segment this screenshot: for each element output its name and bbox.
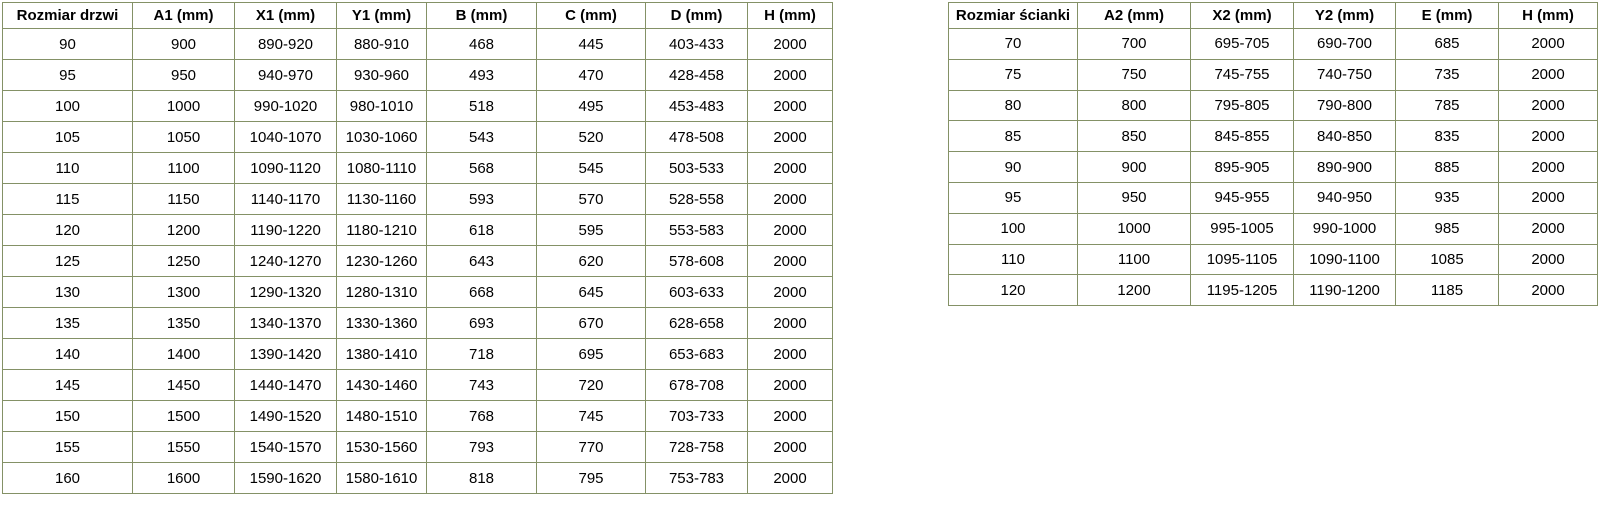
table-cell: 100 [3, 91, 133, 122]
table-cell: 768 [427, 401, 537, 432]
table-cell: 518 [427, 91, 537, 122]
table-cell: 930-960 [337, 60, 427, 91]
table-cell: 890-920 [235, 29, 337, 60]
table-row [3, 339, 833, 370]
table-cell: 840-850 [1294, 121, 1396, 152]
table-cell: 618 [427, 215, 537, 246]
table-cell: 105 [3, 122, 133, 153]
table-cell: 700 [1078, 29, 1191, 60]
column-header: E (mm) [1396, 3, 1499, 29]
table-cell: 895-905 [1191, 152, 1294, 183]
table-cell: 935 [1396, 182, 1499, 213]
table-cell: 793 [427, 432, 537, 463]
table-cell: 1085 [1396, 244, 1499, 275]
table-cell: 743 [427, 370, 537, 401]
table-cell: 1500 [133, 401, 235, 432]
table-cell: 1200 [133, 215, 235, 246]
table-cell: 795-805 [1191, 90, 1294, 121]
table-cell: 885 [1396, 152, 1499, 183]
table-row [949, 275, 1598, 306]
table-cell: 1250 [133, 246, 235, 277]
column-header: Rozmiar drzwi [3, 3, 133, 29]
table-row [3, 463, 833, 494]
table-cell: 693 [427, 308, 537, 339]
table-row [3, 401, 833, 432]
table-cell: 720 [537, 370, 646, 401]
table-cell: 520 [537, 122, 646, 153]
table-cell: 1040-1070 [235, 122, 337, 153]
table-cell: 653-683 [646, 339, 748, 370]
table-row [3, 277, 833, 308]
table-cell: 95 [3, 60, 133, 91]
table-cell: 990-1000 [1294, 213, 1396, 244]
table-row [3, 184, 833, 215]
table-cell: 125 [3, 246, 133, 277]
table-cell: 945-955 [1191, 182, 1294, 213]
table-cell: 745 [537, 401, 646, 432]
table-cell: 678-708 [646, 370, 748, 401]
table-row [949, 59, 1598, 90]
table-cell: 2000 [748, 91, 833, 122]
table-row [949, 121, 1598, 152]
table-cell: 670 [537, 308, 646, 339]
table-cell: 80 [949, 90, 1078, 121]
table-cell: 845-855 [1191, 121, 1294, 152]
table-cell: 1550 [133, 432, 235, 463]
table-cell: 753-783 [646, 463, 748, 494]
table-cell: 1580-1610 [337, 463, 427, 494]
table-cell: 620 [537, 246, 646, 277]
table-cell: 1330-1360 [337, 308, 427, 339]
table-cell: 940-970 [235, 60, 337, 91]
table-cell: 2000 [748, 122, 833, 153]
table-cell: 453-483 [646, 91, 748, 122]
table-cell: 90 [949, 152, 1078, 183]
table-cell: 2000 [748, 463, 833, 494]
table-cell: 790-800 [1294, 90, 1396, 121]
table-cell: 990-1020 [235, 91, 337, 122]
table-cell: 1140-1170 [235, 184, 337, 215]
table-cell: 570 [537, 184, 646, 215]
table-cell: 75 [949, 59, 1078, 90]
table-cell: 1150 [133, 184, 235, 215]
table-cell: 645 [537, 277, 646, 308]
table-row [3, 122, 833, 153]
column-header: H (mm) [1499, 3, 1598, 29]
table-cell: 595 [537, 215, 646, 246]
table-cell: 1130-1160 [337, 184, 427, 215]
table-cell: 1200 [1078, 275, 1191, 306]
table-cell: 528-558 [646, 184, 748, 215]
table-cell: 495 [537, 91, 646, 122]
table-cell: 628-658 [646, 308, 748, 339]
table-cell: 1100 [1078, 244, 1191, 275]
table-row [3, 29, 833, 60]
column-header: A1 (mm) [133, 3, 235, 29]
table-cell: 1280-1310 [337, 277, 427, 308]
table-cell: 850 [1078, 121, 1191, 152]
table-row [949, 213, 1598, 244]
wall-size-table [948, 2, 1598, 306]
table-cell: 478-508 [646, 122, 748, 153]
table-cell: 980-1010 [337, 91, 427, 122]
table-cell: 685 [1396, 29, 1499, 60]
table-cell: 985 [1396, 213, 1499, 244]
table-cell: 1340-1370 [235, 308, 337, 339]
table-cell: 1050 [133, 122, 235, 153]
table-cell: 2000 [1499, 213, 1598, 244]
table-cell: 818 [427, 463, 537, 494]
table-cell: 145 [3, 370, 133, 401]
table-cell: 900 [1078, 152, 1191, 183]
table-cell: 1400 [133, 339, 235, 370]
table-cell: 1080-1110 [337, 153, 427, 184]
column-header: Y1 (mm) [337, 3, 427, 29]
table-cell: 900 [133, 29, 235, 60]
table-cell: 785 [1396, 90, 1499, 121]
table-cell: 150 [3, 401, 133, 432]
table-cell: 695 [537, 339, 646, 370]
table-cell: 770 [537, 432, 646, 463]
table-cell: 2000 [1499, 90, 1598, 121]
table-cell: 1090-1120 [235, 153, 337, 184]
table-row [3, 432, 833, 463]
table-row [3, 246, 833, 277]
table-cell: 95 [949, 182, 1078, 213]
table-cell: 160 [3, 463, 133, 494]
table-row [949, 29, 1598, 60]
header-row [3, 3, 833, 29]
table-cell: 2000 [1499, 275, 1598, 306]
table-cell: 1490-1520 [235, 401, 337, 432]
table-cell: 1590-1620 [235, 463, 337, 494]
table-cell: 690-700 [1294, 29, 1396, 60]
table-cell: 1480-1510 [337, 401, 427, 432]
table-cell: 800 [1078, 90, 1191, 121]
table-cell: 1290-1320 [235, 277, 337, 308]
table-cell: 545 [537, 153, 646, 184]
table-row [949, 152, 1598, 183]
table-cell: 740-750 [1294, 59, 1396, 90]
table-cell: 1000 [133, 91, 235, 122]
table-cell: 2000 [748, 184, 833, 215]
table-cell: 2000 [1499, 182, 1598, 213]
table-cell: 1450 [133, 370, 235, 401]
table-cell: 703-733 [646, 401, 748, 432]
table-cell: 695-705 [1191, 29, 1294, 60]
table-cell: 470 [537, 60, 646, 91]
table-cell: 2000 [748, 29, 833, 60]
column-header: X1 (mm) [235, 3, 337, 29]
table-cell: 880-910 [337, 29, 427, 60]
table-cell: 100 [949, 213, 1078, 244]
table-cell: 120 [949, 275, 1078, 306]
table-cell: 110 [3, 153, 133, 184]
table-cell: 643 [427, 246, 537, 277]
table-cell: 2000 [1499, 29, 1598, 60]
table-row [3, 91, 833, 122]
table-cell: 745-755 [1191, 59, 1294, 90]
table-row [3, 153, 833, 184]
table-cell: 468 [427, 29, 537, 60]
table-cell: 120 [3, 215, 133, 246]
column-header: B (mm) [427, 3, 537, 29]
table-cell: 2000 [1499, 244, 1598, 275]
table-cell: 728-758 [646, 432, 748, 463]
table-cell: 735 [1396, 59, 1499, 90]
column-header: H (mm) [748, 3, 833, 29]
header-row [949, 3, 1598, 29]
table-cell: 1440-1470 [235, 370, 337, 401]
table-cell: 135 [3, 308, 133, 339]
table-cell: 568 [427, 153, 537, 184]
table-cell: 603-633 [646, 277, 748, 308]
table-cell: 835 [1396, 121, 1499, 152]
table-cell: 2000 [1499, 59, 1598, 90]
table-cell: 718 [427, 339, 537, 370]
table-row [949, 182, 1598, 213]
table-row [3, 215, 833, 246]
table-cell: 2000 [748, 60, 833, 91]
table-cell: 2000 [748, 370, 833, 401]
table-cell: 2000 [748, 432, 833, 463]
table-cell: 503-533 [646, 153, 748, 184]
table-cell: 130 [3, 277, 133, 308]
table-row [3, 60, 833, 91]
table-cell: 2000 [1499, 121, 1598, 152]
table-cell: 1090-1100 [1294, 244, 1396, 275]
table-cell: 1100 [133, 153, 235, 184]
table-cell: 1430-1460 [337, 370, 427, 401]
table-row [3, 308, 833, 339]
table-cell: 445 [537, 29, 646, 60]
table-cell: 750 [1078, 59, 1191, 90]
table-cell: 1600 [133, 463, 235, 494]
table-cell: 578-608 [646, 246, 748, 277]
column-header: C (mm) [537, 3, 646, 29]
table-cell: 2000 [748, 215, 833, 246]
table-cell: 2000 [748, 277, 833, 308]
table-cell: 2000 [748, 339, 833, 370]
table-cell: 950 [1078, 182, 1191, 213]
table-cell: 70 [949, 29, 1078, 60]
table-cell: 90 [3, 29, 133, 60]
table-cell: 668 [427, 277, 537, 308]
table-cell: 1540-1570 [235, 432, 337, 463]
column-header: D (mm) [646, 3, 748, 29]
column-header: Y2 (mm) [1294, 3, 1396, 29]
table-cell: 493 [427, 60, 537, 91]
table-row [949, 244, 1598, 275]
table-cell: 2000 [748, 308, 833, 339]
table-cell: 950 [133, 60, 235, 91]
table-cell: 155 [3, 432, 133, 463]
table-cell: 140 [3, 339, 133, 370]
column-header: X2 (mm) [1191, 3, 1294, 29]
table-cell: 593 [427, 184, 537, 215]
table-cell: 1300 [133, 277, 235, 308]
table-cell: 1195-1205 [1191, 275, 1294, 306]
table-cell: 2000 [748, 246, 833, 277]
table-cell: 115 [3, 184, 133, 215]
table-cell: 543 [427, 122, 537, 153]
table-cell: 85 [949, 121, 1078, 152]
table-cell: 1350 [133, 308, 235, 339]
table-cell: 1030-1060 [337, 122, 427, 153]
column-header: Rozmiar ścianki [949, 3, 1078, 29]
table-cell: 110 [949, 244, 1078, 275]
table-cell: 1095-1105 [1191, 244, 1294, 275]
table-cell: 1190-1220 [235, 215, 337, 246]
table-cell: 1380-1410 [337, 339, 427, 370]
table-cell: 403-433 [646, 29, 748, 60]
table-cell: 940-950 [1294, 182, 1396, 213]
table-cell: 1390-1420 [235, 339, 337, 370]
table-cell: 1000 [1078, 213, 1191, 244]
table-cell: 2000 [748, 401, 833, 432]
table-cell: 1185 [1396, 275, 1499, 306]
table-cell: 1190-1200 [1294, 275, 1396, 306]
table-cell: 1240-1270 [235, 246, 337, 277]
table-cell: 995-1005 [1191, 213, 1294, 244]
column-header: A2 (mm) [1078, 3, 1191, 29]
table-cell: 428-458 [646, 60, 748, 91]
table-cell: 2000 [1499, 152, 1598, 183]
table-cell: 553-583 [646, 215, 748, 246]
table-cell: 2000 [748, 153, 833, 184]
table-cell: 1180-1210 [337, 215, 427, 246]
table-cell: 795 [537, 463, 646, 494]
table-cell: 890-900 [1294, 152, 1396, 183]
table-cell: 1530-1560 [337, 432, 427, 463]
table-row [949, 90, 1598, 121]
table-cell: 1230-1260 [337, 246, 427, 277]
door-size-table [2, 2, 833, 494]
table-row [3, 370, 833, 401]
